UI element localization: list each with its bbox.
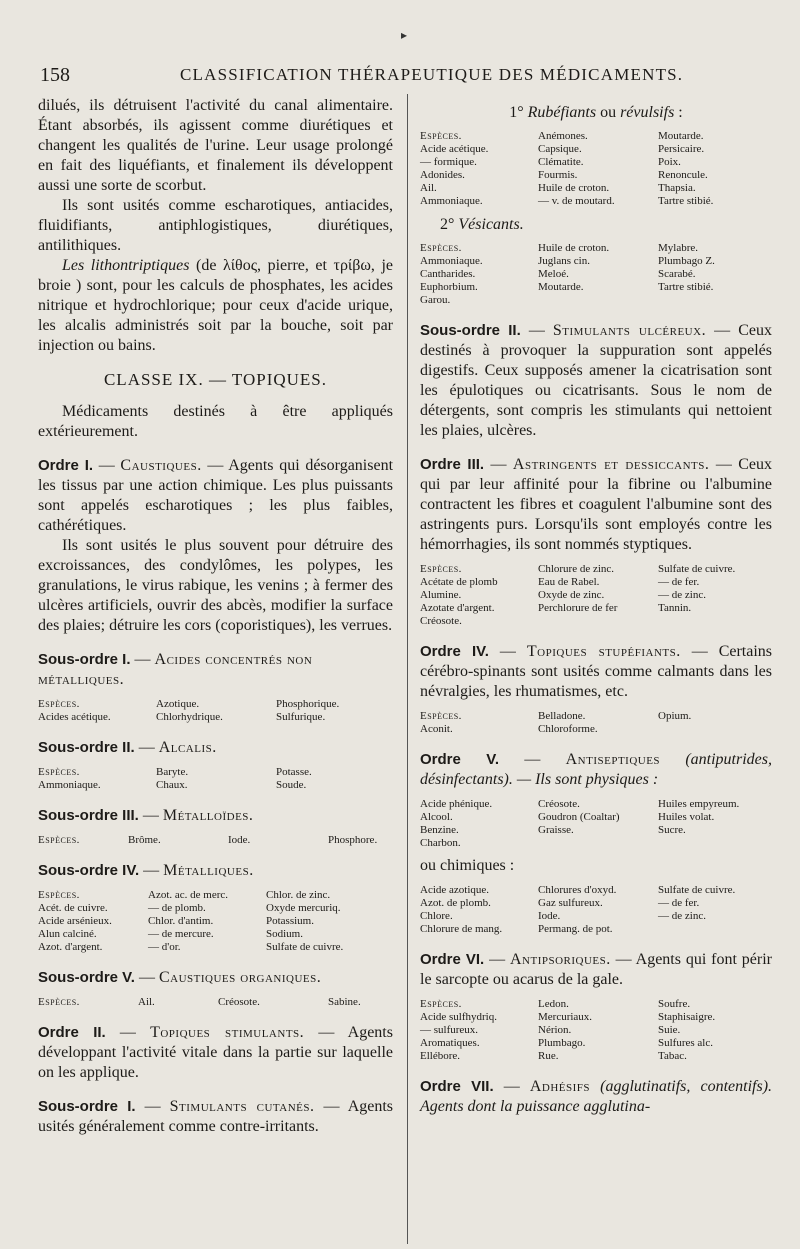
species-cell: Sulfate de cuivre. bbox=[658, 884, 736, 896]
column-divider bbox=[407, 94, 408, 1244]
ordre-label: Ordre V. bbox=[420, 751, 500, 768]
species-cell: Phosphorique. bbox=[276, 698, 340, 710]
sous-ordre-name: Stimulants ulcéreux. bbox=[552, 322, 707, 339]
paragraph: Ils sont usités le plus souvent pour détruire des excroissances, des condylômes, les polypes, les granulations, le virus rabique, les venins ; à fermer des ulcères artificiels, ouvrir des abcès, modifier la surface des plaies; détruire les cors (coporistiques), les verrues. bbox=[38, 537, 393, 634]
sous-ordre-1: Sous-ordre I. — Acides concentrés non métalliques. bbox=[38, 651, 313, 688]
subsection-term: Vésicants. bbox=[458, 216, 524, 233]
species-cell: Espèces. bbox=[420, 130, 462, 142]
ordre-label: Ordre IV. bbox=[420, 643, 489, 660]
ordre-text: — Agents qui font périr le sarcopte ou acarus de la gale. bbox=[420, 951, 773, 988]
subsection-rubefiants bbox=[420, 104, 772, 122]
species-cell: Gaz sulfureux. bbox=[538, 897, 603, 909]
species-cell: Espèces. bbox=[420, 563, 462, 575]
species-cell: Cantharides. bbox=[420, 268, 476, 280]
species-cell: Benzine. bbox=[420, 824, 459, 836]
species-cell: Créosote. bbox=[218, 996, 260, 1008]
species-cell: Fourmis. bbox=[538, 169, 578, 181]
species-cell: Alumine. bbox=[420, 589, 462, 601]
species-cell: Chlor. d'antim. bbox=[148, 915, 214, 927]
species-cell bbox=[538, 837, 658, 850]
species-cell: Créosote. bbox=[538, 798, 580, 810]
sous-ordre-name: Métalliques. bbox=[163, 862, 254, 879]
ordre-text: — Agents développant l'activité vitale dans la partie sur laquelle on les applique. bbox=[38, 1024, 393, 1081]
species-cell: Brôme. bbox=[128, 834, 161, 846]
paragraph bbox=[38, 256, 393, 356]
species-cell: Iode. bbox=[538, 910, 561, 922]
species-cell: Acide sulfhydriq. bbox=[420, 1011, 497, 1023]
species-cell: Ammoniaque. bbox=[420, 195, 483, 207]
species-cell bbox=[658, 723, 772, 736]
species-cell bbox=[658, 837, 772, 850]
right-column bbox=[420, 96, 772, 1117]
species-cell: Juglans cin. bbox=[538, 255, 590, 267]
sous-ordre-label: Sous-ordre II. bbox=[38, 739, 135, 756]
species-cell: Baryte. bbox=[156, 766, 189, 778]
subsection-colon: : bbox=[678, 104, 683, 121]
species-cell: Acide acétique. bbox=[420, 143, 489, 155]
term-lithontriptiques: Les lithontriptiques bbox=[62, 257, 190, 274]
page-number: 158 bbox=[40, 64, 70, 86]
species-cell: Graisse. bbox=[538, 824, 574, 836]
ordre-label: Ordre I. bbox=[38, 457, 94, 474]
paragraph: dilués, ils détruisent l'activité du canal alimentaire. Étant absorbés, ils agissent comme diurétiques et changent les qualités de l'urine. Leur usage prolongé en fait des liquéfiants, et finalement ils développent aussi une sorte de scorbut. bbox=[38, 97, 393, 194]
species-cell: Ammoniaque. bbox=[420, 255, 483, 267]
ordre-label: Ordre VII. bbox=[420, 1078, 494, 1095]
species-table bbox=[420, 130, 772, 208]
species-cell: Mylabre. bbox=[658, 242, 699, 254]
species-cell bbox=[538, 294, 658, 307]
ordre-text: — Certains cérébro-spinants sont usités comme calmants dans les névralgies, les rhumatismes, etc. bbox=[420, 643, 773, 700]
ordre-name: Adhésifs bbox=[529, 1078, 591, 1095]
sous-ordre-label: Sous-ordre I. bbox=[38, 651, 131, 668]
sous-ordre-text: — Ceux destinés à provoquer la suppuration sont appelés digestifs. Ceux supposés amener la cicatrisation sont les épulotiques ou cicatrisants. Sous le nom de détergents, sont compris les stimulants qui nettoient les plaies, ulcères. bbox=[420, 322, 772, 439]
species-table bbox=[420, 998, 772, 1063]
species-cell: Espèces. bbox=[38, 698, 80, 710]
sous-ordre-label: Sous-ordre IV. bbox=[38, 862, 140, 879]
species-cell: Sucre. bbox=[658, 824, 686, 836]
species-cell: Scarabé. bbox=[658, 268, 696, 280]
species-cell: Soude. bbox=[276, 779, 307, 791]
species-cell: Chlorures d'oxyd. bbox=[538, 884, 617, 896]
species-cell bbox=[658, 294, 772, 307]
species-cell: Soufre. bbox=[658, 998, 691, 1010]
species-cell: — de fer. bbox=[658, 897, 700, 909]
species-cell: Sulfurique. bbox=[276, 711, 326, 723]
subsection-number: 1° bbox=[509, 104, 524, 121]
subsection-term: révulsifs bbox=[620, 104, 675, 121]
sous-ordre-4: Sous-ordre IV. — Métalliques. bbox=[38, 862, 254, 879]
species-cell: Plumbago Z. bbox=[658, 255, 715, 267]
species-cell: Meloé. bbox=[538, 268, 569, 280]
class-title: CLASSE IX. — TOPIQUES. bbox=[103, 370, 328, 389]
sous-ordre-2: Sous-ordre II. — Alcalis. bbox=[38, 739, 217, 756]
species-table bbox=[420, 798, 772, 850]
sous-ordre-label: Sous-ordre III. bbox=[38, 807, 139, 824]
sous-ordre-5: Sous-ordre V. — Caustiques organiques. bbox=[38, 969, 322, 986]
species-cell: — de mercure. bbox=[148, 928, 214, 940]
sous-ordre-3: Sous-ordre III. — Métalloïdes. bbox=[38, 807, 254, 824]
species-cell: Sabine. bbox=[328, 996, 361, 1008]
species-cell: Poix. bbox=[658, 156, 681, 168]
species-cell: Oxyde mercuriq. bbox=[266, 902, 341, 914]
species-cell: Créosote. bbox=[420, 615, 462, 627]
ordre-name: Caustiques. bbox=[120, 457, 202, 474]
species-cell: Ail. bbox=[420, 182, 437, 194]
species-cell: — de plomb. bbox=[148, 902, 206, 914]
species-cell: Potassium. bbox=[266, 915, 314, 927]
species-cell: Espèces. bbox=[420, 242, 462, 254]
left-column bbox=[38, 96, 393, 1137]
species-cell: Azot. de plomb. bbox=[420, 897, 491, 909]
species-cell: — de fer. bbox=[658, 576, 700, 588]
species-cell: Azotate d'argent. bbox=[420, 602, 495, 614]
ordre-label: Ordre VI. bbox=[420, 951, 485, 968]
species-cell bbox=[538, 615, 658, 628]
species-cell: Persicaire. bbox=[658, 143, 705, 155]
species-cell: Suie. bbox=[658, 1024, 681, 1036]
species-cell: Capsique. bbox=[538, 143, 582, 155]
species-cell: Mercuriaux. bbox=[538, 1011, 593, 1023]
species-cell: Acét. de cuivre. bbox=[38, 902, 108, 914]
page-header bbox=[40, 64, 770, 86]
ordre-1: Ordre I. — Caustiques. — Agents qui désorganisent les tissus par une action chimique. Les plus puissants sont appelés escharotiques ; les plus faibles, cathérétiques. bbox=[38, 457, 394, 534]
ordre-name: Antipsoriques. bbox=[509, 951, 611, 968]
species-cell: Aconit. bbox=[420, 723, 453, 735]
species-cell: Huile de croton. bbox=[538, 182, 610, 194]
species-cell: Ammoniaque. bbox=[38, 779, 101, 791]
species-cell: Nérion. bbox=[538, 1024, 572, 1036]
sous-ordre-name: Caustiques organiques. bbox=[158, 969, 322, 986]
sous-ordre-name: Métalloïdes. bbox=[162, 807, 254, 824]
species-cell: Sulfate de cuivre. bbox=[658, 563, 736, 575]
species-table bbox=[420, 242, 772, 307]
species-cell: Acétate de plomb bbox=[420, 576, 498, 588]
species-cell: Rue. bbox=[538, 1050, 559, 1062]
species-cell: Ledon. bbox=[538, 998, 569, 1010]
ordre-7: Ordre VII. — Adhésifs (agglutinatifs, contentifs). Agents dont la puissance agglutina- bbox=[420, 1078, 773, 1115]
sous-ordre-text: — Agents usités généralement comme contre-irritants. bbox=[38, 1098, 394, 1135]
sous-ordre-2-ulcereux: Sous-ordre II. — Stimulants ulcéreux. — Ceux destinés à provoquer la suppuration sont appelés digestifs. Ceux supposés amener la cicatrisation sont les épulotiques ou cicatrisants. Sous le nom de détergents, sont compris les stimulants qui nettoient les plaies, ulcères. bbox=[420, 322, 772, 439]
species-cell: Alun calciné. bbox=[38, 928, 97, 940]
ordre-name: Topiques stimulants. bbox=[150, 1024, 305, 1041]
species-cell: Eau de Rabel. bbox=[538, 576, 600, 588]
species-table bbox=[38, 766, 393, 792]
species-cell: Espèces. bbox=[38, 889, 80, 901]
species-cell: Espèces. bbox=[38, 766, 80, 778]
species-cell: Sodium. bbox=[266, 928, 303, 940]
species-cell: Espèces. bbox=[38, 996, 80, 1008]
ordre-label: Ordre II. bbox=[38, 1024, 106, 1041]
species-cell: Chlorhydrique. bbox=[156, 711, 223, 723]
ordre-text: (antiputrides, désinfectants). — Ils sont physiques : bbox=[420, 751, 772, 788]
species-table bbox=[38, 698, 393, 724]
species-cell: Huiles volat. bbox=[658, 811, 715, 823]
ordre-text: (agglutinatifs, contentifs). Agents dont la puissance agglutina- bbox=[420, 1078, 773, 1115]
species-cell: Acide azotique. bbox=[420, 884, 490, 896]
species-cell: Phosphore. bbox=[328, 834, 378, 846]
species-cell: Sulfures alc. bbox=[658, 1037, 713, 1049]
species-cell: Huiles empyreum. bbox=[658, 798, 740, 810]
species-cell: Charbon. bbox=[420, 837, 461, 849]
species-cell: Tannin. bbox=[658, 602, 692, 614]
paragraph-text: (de λίθος, pierre, et τρίβω, je broie ) sont, pour les calculs de phosphates, les acides nitrique et hydrochlorique; pour ceux d'acide urique, les alcalis administrés soit par la bouche, soit par injection ou bains. bbox=[38, 257, 394, 354]
species-cell: Belladone. bbox=[538, 710, 586, 722]
ordre-3: Ordre III. — Astringents et dessiccants. — Ceux qui par leur affinité pour la fibrine ou l'albumine contractent les fibres et coagulent l'albumine sont des astringents purs. Lorsqu'ils sont employés contre les hémorrhagies, ils sont nommés styptiques. bbox=[420, 456, 772, 553]
species-cell: Thapsia. bbox=[658, 182, 696, 194]
species-cell: Acide phénique. bbox=[420, 798, 493, 810]
species-cell: Chlor. de zinc. bbox=[266, 889, 331, 901]
species-cell: Opium. bbox=[658, 710, 692, 722]
species-table bbox=[420, 884, 772, 936]
species-cell: Staphisaigre. bbox=[658, 1011, 716, 1023]
ordre-2: Ordre II. — Topiques stimulants. — Agents développant l'activité vitale dans la partie sur laquelle on les applique. bbox=[38, 1024, 393, 1081]
sous-ordre-1-stimulants: Sous-ordre I. — Stimulants cutanés. — Agents usités généralement comme contre-irritants. bbox=[38, 1098, 394, 1135]
species-cell: Chlore. bbox=[420, 910, 453, 922]
species-cell: Tartre stibié. bbox=[658, 281, 714, 293]
species-cell: Azotique. bbox=[156, 698, 200, 710]
species-cell: Chaux. bbox=[156, 779, 188, 791]
species-cell bbox=[658, 923, 772, 936]
species-cell bbox=[658, 615, 772, 628]
sous-ordre-label: Sous-ordre I. bbox=[38, 1098, 136, 1115]
species-cell: Acide arsénieux. bbox=[38, 915, 112, 927]
ordre-6: Ordre VI. — Antipsoriques. — Agents qui font périr le sarcopte ou acarus de la gale. bbox=[420, 951, 773, 988]
paragraph: ou chimiques : bbox=[420, 857, 515, 874]
species-cell: Azot. ac. de merc. bbox=[148, 889, 229, 901]
species-table bbox=[38, 889, 393, 954]
species-cell: — d'or. bbox=[148, 941, 181, 953]
species-cell: Adonides. bbox=[420, 169, 465, 181]
species-cell: Perchlorure de fer bbox=[538, 602, 618, 614]
species-cell: Chloroforme. bbox=[538, 723, 598, 735]
species-cell: — v. de moutard. bbox=[538, 195, 615, 207]
sous-ordre-label: Sous-ordre V. bbox=[38, 969, 135, 986]
species-cell: Potasse. bbox=[276, 766, 312, 778]
ordre-text: — Agents qui désorganisent les tissus par une action chimique. Les plus puissants sont appelés escharotiques ; les plus faibles, cathérétiques. bbox=[38, 457, 394, 534]
running-title: CLASSIFICATION THÉRAPEUTIQUE DES MÉDICAMENTS. bbox=[180, 65, 684, 84]
species-cell: Moutarde. bbox=[538, 281, 584, 293]
species-table bbox=[420, 710, 772, 736]
species-cell: Espèces. bbox=[420, 998, 462, 1010]
ordre-label: Ordre III. bbox=[420, 456, 485, 473]
species-cell: Moutarde. bbox=[658, 130, 704, 142]
subsection-connector: ou bbox=[600, 104, 617, 121]
ordre-5: Ordre V. — Antiseptiques (antiputrides, désinfectants). — Ils sont physiques : bbox=[420, 751, 772, 788]
species-cell: Permang. de pot. bbox=[538, 923, 613, 935]
subsection-vesicants bbox=[420, 216, 772, 234]
species-cell: Tabac. bbox=[658, 1050, 687, 1062]
ordre-name: Antiseptiques bbox=[565, 751, 661, 768]
sous-ordre-name: Acides concentrés non métalliques. bbox=[38, 651, 313, 688]
species-cell: Azot. d'argent. bbox=[38, 941, 103, 953]
subsection-term: Rubéfiants bbox=[527, 104, 597, 121]
species-cell: Euphorbium. bbox=[420, 281, 478, 293]
species-cell: Ail. bbox=[138, 996, 155, 1008]
species-cell: Acides acétique. bbox=[38, 711, 111, 723]
ordre-name: Astringents et dessiccants. bbox=[512, 456, 710, 473]
species-cell: — formique. bbox=[420, 156, 477, 168]
species-cell: Espèces. bbox=[420, 710, 462, 722]
page-mark: ▸ bbox=[401, 28, 408, 42]
species-cell: Chlorure de mang. bbox=[420, 923, 503, 935]
species-cell: Ellébore. bbox=[420, 1050, 461, 1062]
species-cell: — sulfureux. bbox=[420, 1024, 479, 1036]
species-cell: Chlorure de zinc. bbox=[538, 563, 615, 575]
species-cell: Espèces. bbox=[38, 834, 80, 846]
species-table bbox=[420, 563, 772, 628]
species-cell: Goudron (Coaltar) bbox=[538, 811, 620, 823]
subsection-number: 2° bbox=[440, 216, 455, 233]
species-cell: Plumbago. bbox=[538, 1037, 586, 1049]
species-cell: Clématite. bbox=[538, 156, 584, 168]
species-cell: — de zinc. bbox=[658, 910, 706, 922]
species-cell: Anémones. bbox=[538, 130, 588, 142]
species-cell: Sulfate de cuivre. bbox=[266, 941, 344, 953]
species-cell: Alcool. bbox=[420, 811, 453, 823]
species-cell: Garou. bbox=[420, 294, 451, 306]
species-cell: Iode. bbox=[228, 834, 251, 846]
ordre-text: — Ceux qui par leur affinité pour la fibrine ou l'albumine contractent les fibres et coagulent l'albumine sont des astringents purs. Lorsqu'ils sont employés contre les hémorrhagies, ils sont nommés styptiques. bbox=[420, 456, 772, 553]
species-cell: Aromatiques. bbox=[420, 1037, 480, 1049]
ordre-name: Topiques stupéfiants. bbox=[526, 643, 681, 660]
paragraph: Ils sont usités comme escharotiques, antiacides, fluidifiants, antiphlogistiques, diurétiques, antilithiques. bbox=[38, 197, 393, 254]
species-table bbox=[38, 834, 393, 847]
class-description: Médicaments destinés à être appliqués extérieurement. bbox=[38, 403, 393, 440]
species-table bbox=[38, 996, 393, 1009]
sous-ordre-name: Stimulants cutanés. bbox=[169, 1098, 315, 1115]
sous-ordre-label: Sous-ordre II. bbox=[420, 322, 521, 339]
ordre-4: Ordre IV. — Topiques stupéfiants. — Certains cérébro-spinants sont usités comme calmants dans les névralgies, les rhumatismes, etc. bbox=[420, 643, 773, 700]
species-cell: — de zinc. bbox=[658, 589, 706, 601]
sous-ordre-name: Alcalis. bbox=[158, 739, 217, 756]
species-cell: Huile de croton. bbox=[538, 242, 610, 254]
species-cell: Renoncule. bbox=[658, 169, 708, 181]
species-cell: Oxyde de zinc. bbox=[538, 589, 605, 601]
species-cell: Tartre stibié. bbox=[658, 195, 714, 207]
